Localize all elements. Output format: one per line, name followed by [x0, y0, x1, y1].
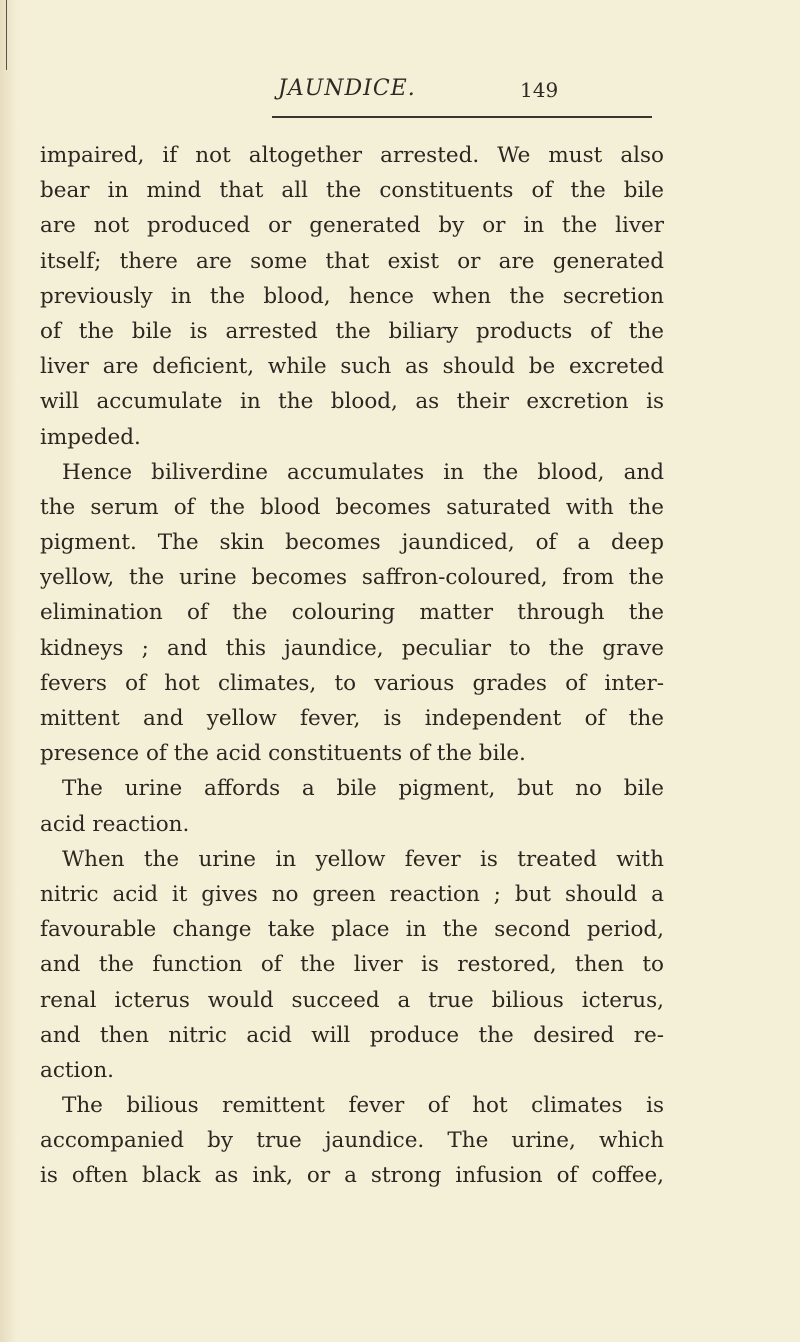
text-line: fevers of hot climates, to various grades of inter-	[40, 670, 664, 696]
text-line: mittent and yellow fever, is independent of the	[40, 706, 664, 731]
text-line: presence of the acid constituents of the bile.	[40, 741, 526, 767]
text-line: are not produced or generated by or in the liver	[40, 213, 664, 239]
text-line: the serum of the blood becomes saturated with the	[40, 494, 664, 520]
page-edge-shadow	[0, 0, 18, 1342]
page-edge-line	[6, 0, 7, 70]
text-line: Hence biliverdine accumulates in the blood, and	[62, 459, 664, 485]
page-number: 149	[520, 78, 559, 102]
text-line: itself; there are some that exist or are generated	[40, 248, 664, 274]
text-line: favourable change take place in the second period,	[40, 917, 664, 943]
text-line: liver are deficient, while such as should be excreted	[40, 354, 664, 380]
text-line: impaired, if not altogether arrested. We must also	[40, 143, 664, 168]
body-text	[40, 138, 664, 1194]
text-line: is often black as ink, or a strong infusion of coffee,	[40, 1163, 664, 1189]
text-line: When the urine in yellow fever is treated with	[62, 846, 664, 872]
running-head	[272, 72, 652, 112]
text-line: kidneys ; and this jaundice, peculiar to the grave	[40, 635, 664, 661]
text-line: bear in mind that all the constituents of the bile	[40, 178, 664, 204]
text-line: acid reaction.	[40, 811, 190, 837]
text-line: pigment. The skin becomes jaundiced, of a deep	[40, 530, 664, 556]
text-line: The urine affords a bile pigment, but no bile	[62, 776, 664, 802]
text-line: of the bile is arrested the biliary products of the	[40, 318, 664, 344]
header-rule	[272, 116, 652, 118]
text-line: previously in the blood, hence when the secretion	[40, 283, 664, 309]
text-line: and then nitric acid will produce the desired re-	[40, 1022, 664, 1048]
text-line: The bilious remittent fever of hot climates is	[62, 1093, 664, 1119]
text-line: accompanied by true jaundice. The urine, which	[40, 1128, 664, 1154]
text-line: nitric acid it gives no green reaction ; but should a	[40, 881, 664, 907]
text-line: renal icterus would succeed a true bilious icterus,	[40, 987, 664, 1013]
text-line: and the function of the liver is restored, then to	[40, 952, 664, 978]
text-line: elimination of the colouring matter through the	[40, 600, 664, 626]
text-line: will accumulate in the blood, as their excretion is	[40, 389, 664, 415]
running-title: JAUNDICE.	[278, 76, 416, 101]
text-line: yellow, the urine becomes saffron-coloured, from the	[40, 565, 664, 591]
text-line: impeded.	[40, 424, 141, 450]
text-line: action.	[40, 1057, 115, 1083]
